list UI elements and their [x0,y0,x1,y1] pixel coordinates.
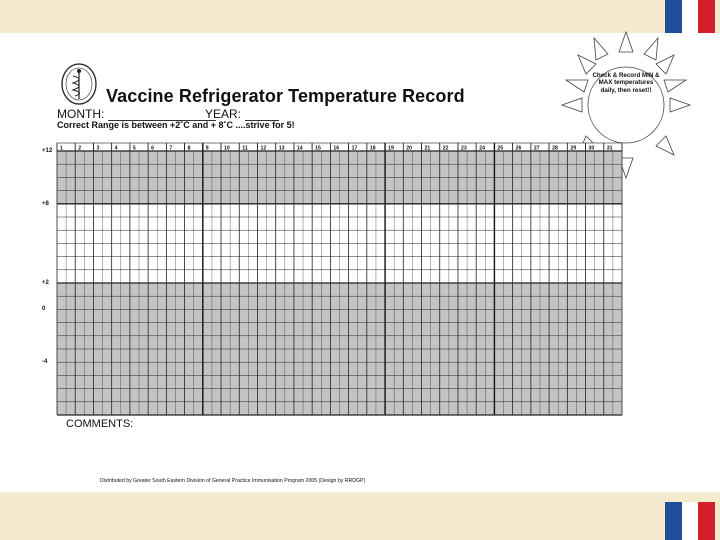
day-label: 15 [315,145,321,152]
day-label: 24 [479,145,485,152]
day-label: 12 [260,145,267,152]
page-title: Vaccine Refrigerator Temperature Record [106,86,465,106]
day-label: 11 [242,145,248,152]
day-label: 14 [296,145,303,152]
y-axis-label: +12 [42,148,53,154]
footer-credit: Distributed by Greater South Eastern Division of General Practice Immunisation Program 2005 (Design by RRDGP) [100,478,366,484]
y-axis-label: -4 [42,359,48,366]
day-label: 30 [588,145,595,152]
day-label: 31 [606,145,613,152]
day-label: 16 [333,145,340,152]
reminder-note: Check & Record MIN & MAX temperatures daily, then reset!! [592,72,660,94]
year-label: YEAR: [205,107,242,121]
day-label: 19 [388,145,394,152]
day-label: 6 [151,145,155,152]
day-label: 3 [96,145,100,152]
day-label: 2 [78,145,82,152]
day-label: 17 [351,145,358,152]
day-label: 8 [187,145,191,152]
day-label: 9 [205,145,209,152]
day-label: 4 [114,145,118,152]
day-label: 22 [442,145,449,152]
y-axis-label: +8 [42,200,49,207]
y-axis-label: 0 [42,306,46,313]
comments-label: COMMENTS: [66,418,134,430]
y-axis-label: +2 [42,280,49,286]
range-instruction: Correct Range is between +2˚C and + 8˚C ....strive for 5! [57,120,295,130]
day-label: 7 [169,145,173,152]
day-label: 29 [570,145,577,152]
day-label: 28 [552,145,558,152]
day-label: 1 [60,145,63,152]
day-label: 23 [460,145,467,152]
day-label: 25 [497,145,504,152]
day-label: 20 [406,145,413,152]
month-label: MONTH: [57,107,105,121]
day-label: 10 [224,145,230,152]
day-label: 27 [533,145,540,152]
day-label: 26 [515,145,522,152]
day-label: 18 [369,145,376,152]
day-label: 5 [132,145,136,152]
day-label: 21 [424,145,431,152]
day-label: 13 [278,145,285,152]
